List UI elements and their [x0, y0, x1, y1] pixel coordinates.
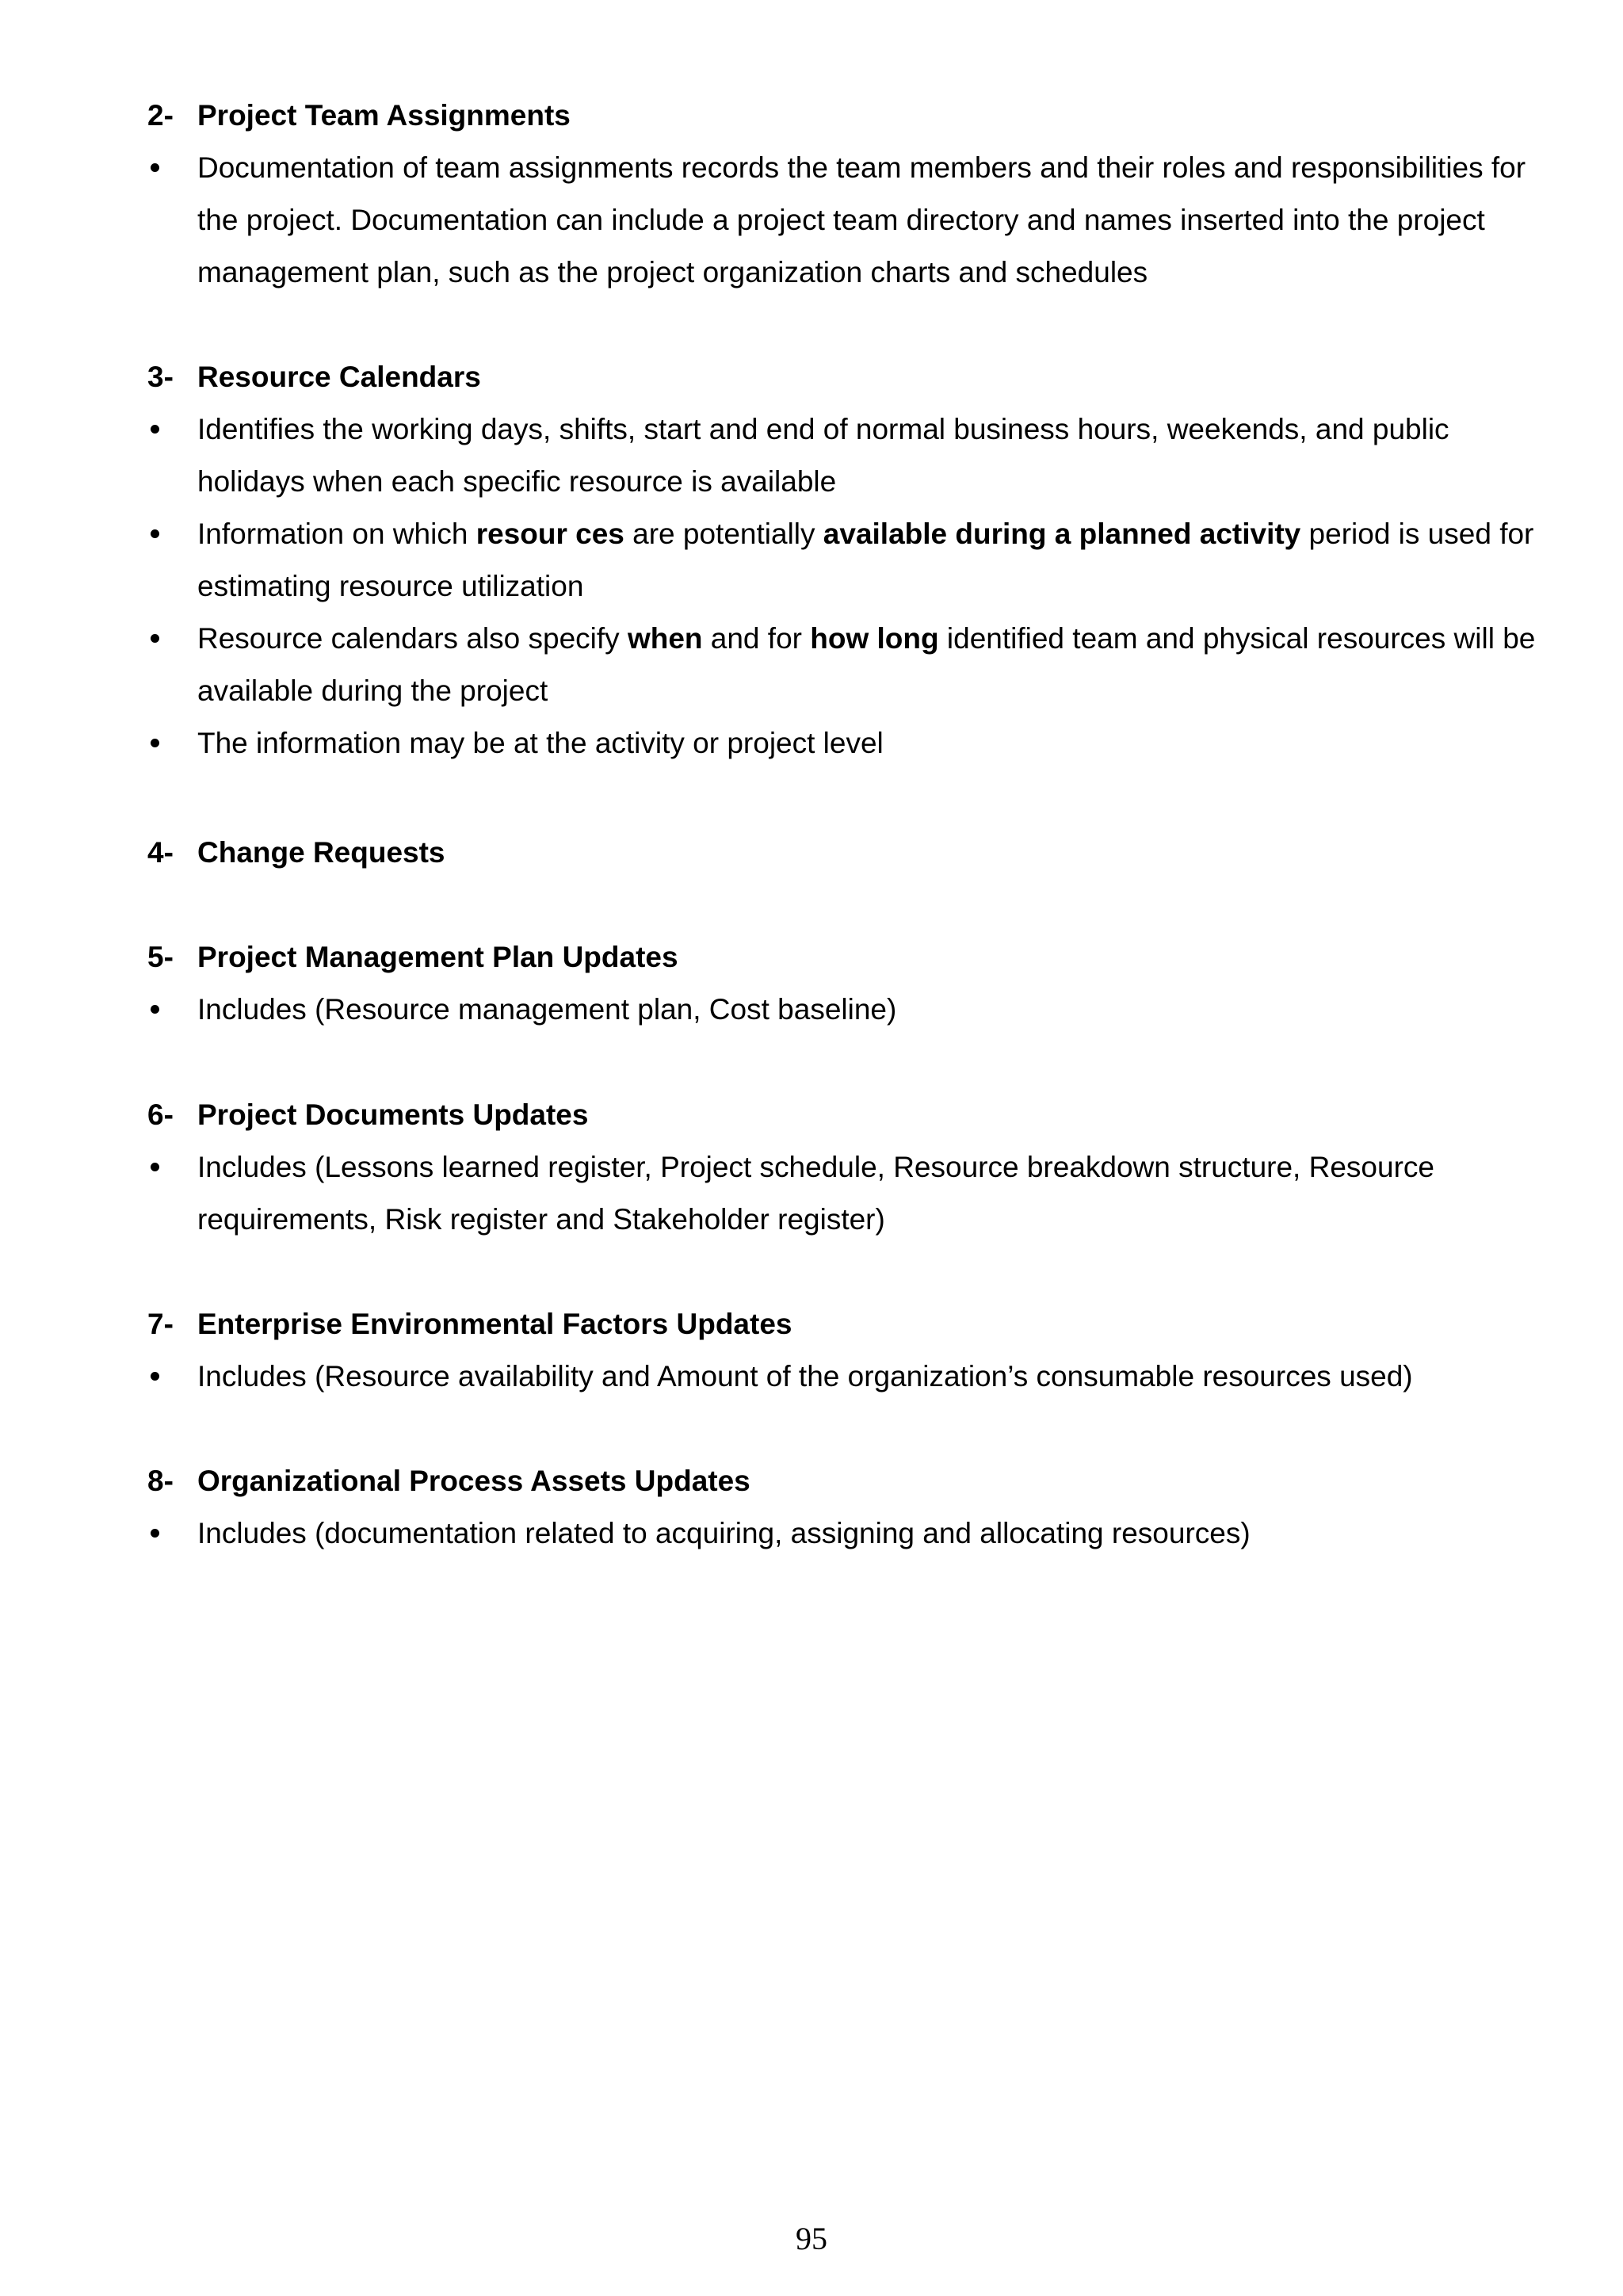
bullet-text: The information may be at the activity or project level [197, 727, 884, 759]
section-heading [147, 351, 1542, 403]
bullet-text: Identifies the working days, shifts, start and end of normal business hours, weekends, and public holidays when each specific resource is available [197, 413, 1449, 498]
section-number: 3- [147, 361, 174, 393]
bullet-text-part: Resource calendars also specify [197, 622, 628, 655]
bullet-text-part: Information on which [197, 518, 476, 550]
bullet-icon [151, 739, 159, 747]
bullet-icon [151, 1163, 159, 1171]
bullet-bold-text: how long [810, 622, 939, 655]
bullet-text-part: are potentially [624, 518, 823, 550]
bullet-bold-text: when [627, 622, 703, 655]
section-project-documents-updates [147, 1089, 1542, 1246]
bullet-item [147, 508, 1542, 613]
section-number: 4- [147, 836, 174, 869]
section-project-team-assignments [147, 90, 1542, 299]
bullet-bold-text: resour ces [475, 518, 624, 550]
bullet-text: Documentation of team assignments records the team members and their roles and responsibilities for the project. Documentation can include a project team directory and names inserted into the project management plan, such as the project organization charts and schedules [197, 151, 1526, 288]
bullet-text: Includes (Resource availability and Amount of the organization’s consumable resources used) [197, 1360, 1413, 1392]
page-number: 95 [796, 2221, 827, 2256]
section-heading [147, 1298, 1542, 1350]
bullet-item [147, 717, 1542, 770]
section-number: 8- [147, 1465, 174, 1497]
section-number: 6- [147, 1098, 174, 1131]
section-title: Resource Calendars [197, 361, 481, 393]
section-enterprise-environmental-factors-updates [147, 1298, 1542, 1403]
section-heading [147, 1089, 1542, 1141]
section-number: 7- [147, 1308, 174, 1340]
section-title: Change Requests [197, 836, 445, 869]
section-heading [147, 90, 1542, 142]
section-heading [147, 931, 1542, 984]
bullet-icon [151, 1372, 159, 1381]
section-number: 5- [147, 941, 174, 973]
section-project-management-plan-updates [147, 931, 1542, 1036]
bullet-icon [151, 529, 159, 538]
bullet-text: Includes (documentation related to acquiring, assigning and allocating resources) [197, 1517, 1251, 1549]
bullet-text: Includes (Lessons learned register, Project schedule, Resource breakdown structure, Resource requirements, Risk register and Stakeholder register) [197, 1151, 1434, 1236]
section-heading [147, 1455, 1542, 1507]
section-heading [147, 827, 1542, 879]
bullet-icon [151, 634, 159, 643]
bullet-item [147, 1507, 1542, 1560]
bullet-item [147, 142, 1542, 299]
section-title: Enterprise Environmental Factors Updates [197, 1308, 792, 1340]
bullet-item [147, 984, 1542, 1036]
section-resource-calendars [147, 351, 1542, 770]
section-organizational-process-assets-updates [147, 1455, 1542, 1560]
section-change-requests [147, 827, 1542, 879]
section-title: Project Documents Updates [197, 1098, 589, 1131]
bullet-item [147, 1141, 1542, 1246]
bullet-text-part: period is used for estimating resource utilization [197, 518, 1534, 602]
section-title: Project Team Assignments [197, 99, 571, 132]
bullet-icon [151, 163, 159, 172]
section-title: Organizational Process Assets Updates [197, 1465, 750, 1497]
bullet-icon [151, 1529, 159, 1538]
bullet-item [147, 613, 1542, 717]
bullet-bold-text: available during a planned activity [823, 518, 1301, 550]
bullet-text: Includes (Resource management plan, Cost baseline) [197, 993, 897, 1026]
bullet-item [147, 1350, 1542, 1403]
bullet-text-part: identified team and physical resources will be available during the project [197, 622, 1536, 707]
section-title: Project Management Plan Updates [197, 941, 678, 973]
bullet-icon [151, 425, 159, 434]
bullet-text-part: and for [702, 622, 811, 655]
section-number: 2- [147, 99, 174, 132]
bullet-icon [151, 1005, 159, 1014]
bullet-item [147, 403, 1542, 508]
